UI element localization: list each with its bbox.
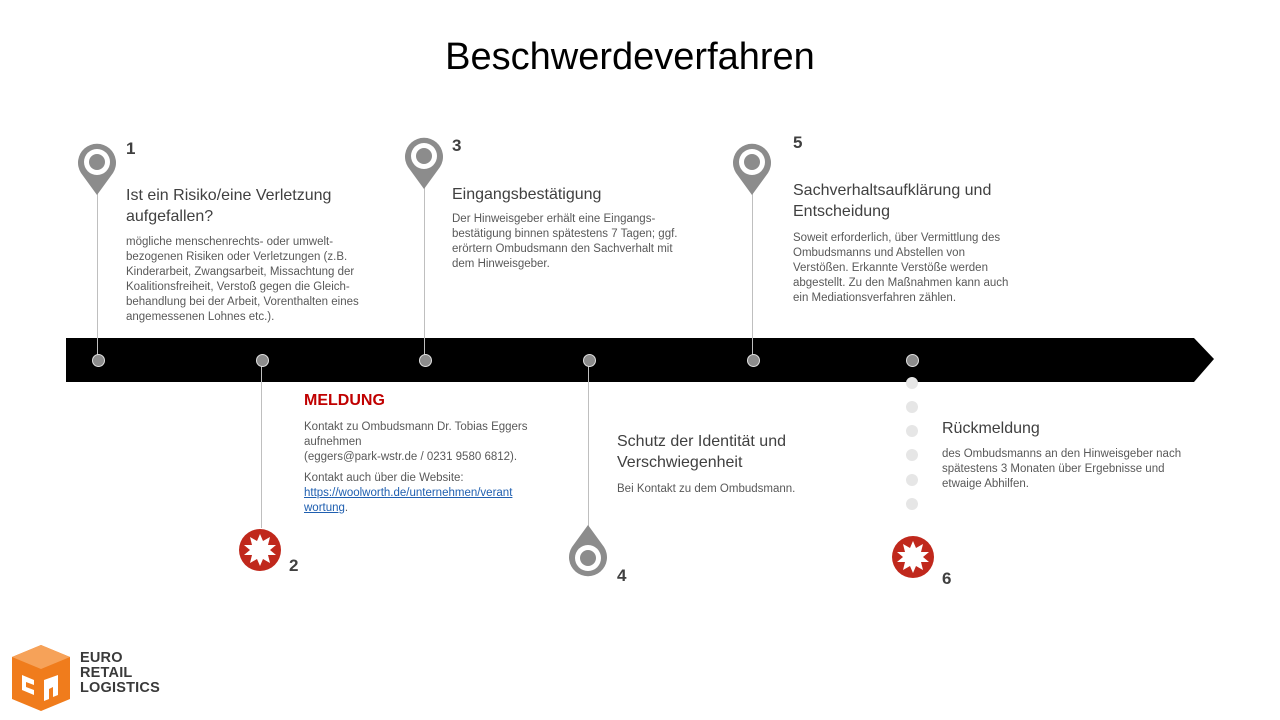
map-pin-icon xyxy=(731,143,773,197)
step-text-4: Bei Kontakt zu dem Ombudsmann. xyxy=(617,483,796,495)
step-text-2: Kontakt zu Ombudsmann Dr. Tobias Eggers aufnehmen (eggers@park-wstr.de / 0231 9580 6812). Kontakt auch über die Website: https://woolworth.de/unternehmen/verant wortung. xyxy=(304,421,528,514)
connector-line-2 xyxy=(261,360,262,528)
step-number-5: 5 xyxy=(793,133,803,152)
connector-line-1 xyxy=(97,190,98,360)
timeline-dot-1 xyxy=(92,354,105,367)
map-pin-icon xyxy=(76,143,118,197)
step-number-3: 3 xyxy=(452,136,462,155)
connector-line-5 xyxy=(752,190,753,360)
dotted-connector-dot xyxy=(906,401,918,413)
company-logo-mark xyxy=(8,643,74,713)
step-text-5: Soweit erforderlich, über Vermittlung des Ombudsmanns und Abstellen von Verstößen. Erkannte Verstöße werden abgestellt. Zu den Maßnahmen kann auch ein Mediationsverfahren zählen. xyxy=(793,232,1009,304)
timeline-dot-6 xyxy=(906,354,919,367)
timeline-dot-2 xyxy=(256,354,269,367)
step-text-1: mögliche menschenrechts- oder umwelt- bezogenen Risiken oder Verletzungen (z.B. Kinderarbeit, Zwangsarbeit, Missachtung der Koalitionsfreiheit, Verstoß gegen die Gleich- behandlung bei der Arbeit, Vorenthalten eines angemessenen Lohnes etc.). xyxy=(126,236,359,323)
alert-burst-icon xyxy=(238,528,282,572)
website-link-cont[interactable]: wortung xyxy=(304,502,345,514)
step-number-2: 2 xyxy=(289,556,299,575)
step-number-6: 6 xyxy=(942,569,952,588)
timeline-dot-3 xyxy=(419,354,432,367)
website-link[interactable]: https://woolworth.de/unternehmen/verant xyxy=(304,487,513,499)
step-heading-1: Ist ein Risiko/eine Verletzung aufgefallen? xyxy=(126,187,332,225)
page-title: Beschwerdeverfahren xyxy=(445,36,815,78)
map-pin-icon xyxy=(403,137,445,191)
company-logo-text: EURO RETAIL LOGISTICS xyxy=(80,650,160,696)
dotted-connector-dot xyxy=(906,377,918,389)
map-pin-inverted-icon xyxy=(567,523,609,579)
dotted-connector-dot xyxy=(906,449,918,461)
step-heading-4: Schutz der Identität und Verschwiegenheit xyxy=(617,433,786,471)
step-number-1: 1 xyxy=(126,139,136,158)
step-heading-2: MELDUNG xyxy=(304,392,385,409)
step-text-3: Der Hinweisgeber erhält eine Eingangs- bestätigung binnen spätestens 7 Tagen; ggf. erörtern Ombudsmann den Sachverhalt mit dem Hinweisgeber. xyxy=(452,213,678,270)
connector-line-3 xyxy=(424,186,425,360)
timeline-dot-4 xyxy=(583,354,596,367)
dotted-connector-dot xyxy=(906,474,918,486)
step-text-6: des Ombudsmanns an den Hinweisgeber nach spätestens 3 Monaten über Ergebnisse und etwaige Abhilfen. xyxy=(942,448,1182,490)
step-heading-6: Rückmeldung xyxy=(942,420,1040,437)
connector-line-4 xyxy=(588,360,589,528)
alert-burst-icon xyxy=(891,535,935,579)
dotted-connector-dot xyxy=(906,498,918,510)
step-heading-5: Sachverhaltsaufklärung und Entscheidung xyxy=(793,182,992,220)
dotted-connector-dot xyxy=(906,425,918,437)
timeline-arrow xyxy=(60,336,1220,384)
step-number-4: 4 xyxy=(617,566,627,585)
step-heading-3: Eingangsbestätigung xyxy=(452,186,602,203)
timeline-dot-5 xyxy=(747,354,760,367)
